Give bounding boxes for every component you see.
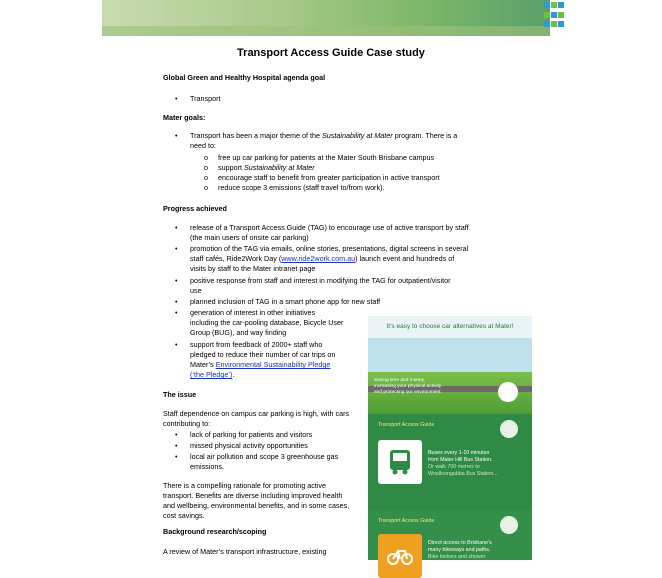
poster-bus-section <box>368 414 532 510</box>
issue-paragraph: Staff dependence on campus car parking is high, with cars <box>163 409 350 418</box>
pledge-link[interactable]: Environmental Sustainability Pledge <box>215 360 331 369</box>
page-title: Transport Access Guide Case study <box>237 47 425 59</box>
section-label: Transport Access Guide <box>378 422 435 428</box>
rationale-line: transport. Benefits are diverse including improved health <box>163 491 343 500</box>
logo-line-2: HOSPITALS <box>570 16 624 26</box>
mater-intro-line2: need to: <box>190 141 216 150</box>
mater-goals-heading: Mater goals: <box>163 113 206 122</box>
header-banner <box>102 0 624 36</box>
banner-grass <box>102 26 550 36</box>
section-label: Transport Access Guide <box>378 518 435 524</box>
ride2work-link[interactable]: www.ride2work.com.au <box>281 254 356 263</box>
bike-text: Direct access to Brisbane’s many bikeways and paths. Bike lockers and shower <box>428 540 492 560</box>
logo-mark-icon <box>544 2 566 30</box>
poster-bike-section <box>368 510 532 560</box>
pledge-short-link[interactable]: (‘the Pledge’) <box>190 370 233 379</box>
poster-scene <box>368 338 532 414</box>
issue-heading: The issue <box>163 390 197 399</box>
logo-line-1: HEALTHY <box>570 6 614 16</box>
poster-heading: It’s easy to choose car alternatives at Mater! <box>368 316 532 338</box>
research-paragraph: A review of Mater’s transport infrastructure, existing <box>163 547 327 556</box>
issue-paragraph-cont: contributing to: <box>163 419 211 428</box>
progress-heading: Progress achieved <box>163 204 227 213</box>
bus-icon <box>378 440 422 484</box>
rationale-line: cost savings. <box>163 511 205 520</box>
pledge-badge-icon <box>500 420 518 438</box>
healthy-hospitals-logo <box>538 0 648 32</box>
poster-caption: Saving time and money, increasing your physical activity and protecting our environment. <box>374 378 442 395</box>
logo-text <box>570 6 624 26</box>
agenda-heading: Global Green and Healthy Hospital agenda goal <box>163 73 326 82</box>
bicycle-icon <box>378 534 422 578</box>
tag-poster-image <box>368 316 532 560</box>
pledge-badge-icon <box>500 516 518 534</box>
rationale-line: and wellbeing, environmental benefits, and in some cases, <box>163 501 350 510</box>
bus-text: Buses every 1-10 minutes from Mater Hill Bus Station. Or walk 700 metres to Woolloongabba Bus Station... <box>428 450 498 477</box>
research-heading: Background research/scoping <box>163 527 267 536</box>
rationale-line: There is a compelling rationale for promoting active <box>163 481 326 490</box>
pledge-badge-icon <box>498 382 518 402</box>
